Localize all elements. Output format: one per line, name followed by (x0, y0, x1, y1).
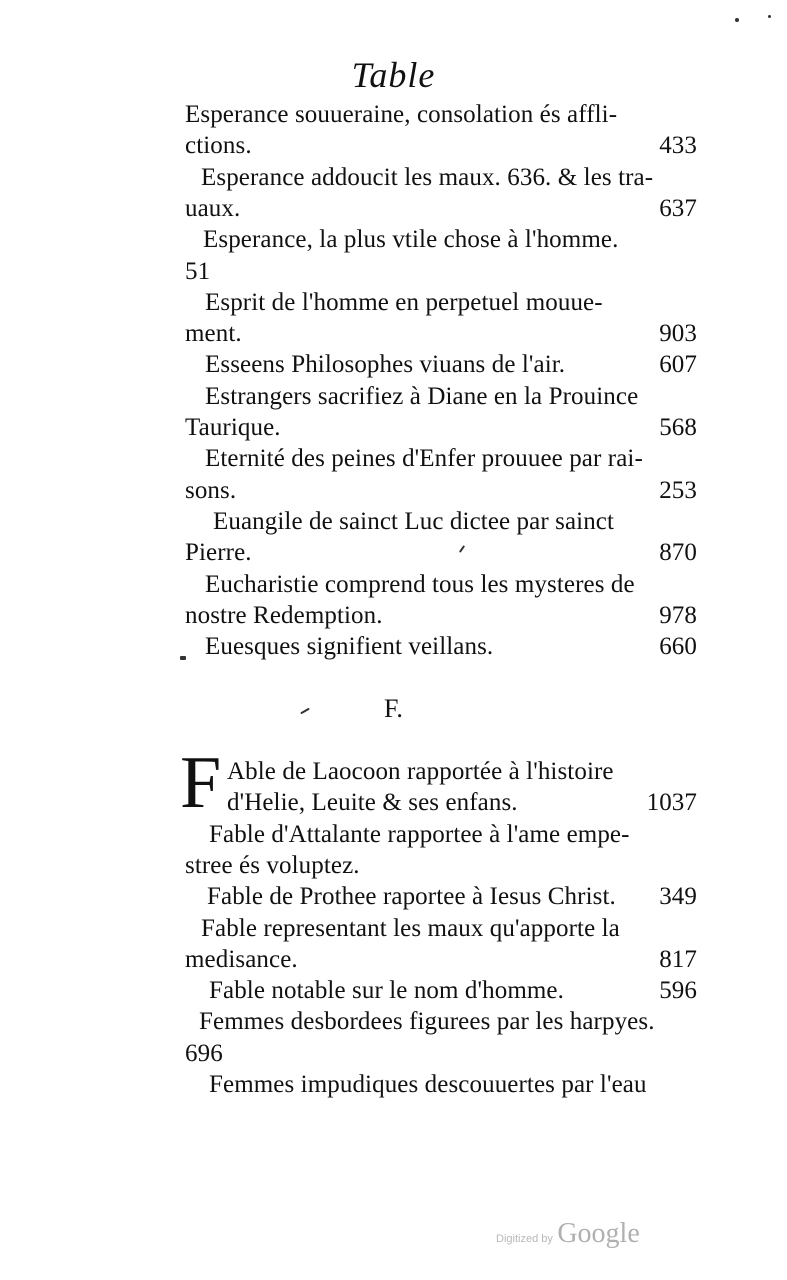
index-entry-line (185, 1007, 697, 1037)
index-entry-line (185, 851, 697, 881)
page-number: 253 (659, 476, 697, 504)
index-entry-line (185, 882, 697, 912)
index-entry-line (185, 225, 697, 255)
index-entry-line (185, 757, 697, 787)
entry-text: Fable d'Attalante rapportee à l'ame empe- (209, 820, 630, 848)
entry-text: 696 (185, 1039, 223, 1067)
index-entry-line (185, 194, 697, 224)
entry-text: Taurique. (185, 414, 281, 441)
index-entry-line (185, 319, 697, 349)
entry-text: Fable de Prothee raportee à Iesus Christ. (207, 883, 616, 911)
index-entry-line (185, 507, 697, 537)
entry-text: stree és voluptez. (185, 851, 360, 879)
entry-text: Esperance souueraine, consolation és affli- (185, 101, 618, 128)
scan-speck (735, 18, 739, 22)
scan-speck (768, 15, 771, 18)
index-entry-line (185, 632, 697, 662)
page-number: 568 (659, 414, 697, 441)
index-entry-line (185, 1039, 697, 1069)
page-number: 349 (659, 883, 697, 911)
page-number: 660 (659, 633, 697, 661)
page-number: 978 (659, 601, 697, 629)
entry-text: Estrangers sacrifiez à Diane en la Prouince (205, 382, 639, 410)
page-header-title: Table (351, 55, 436, 95)
page-number: 433 (659, 132, 697, 160)
index-entry-line (185, 914, 697, 944)
google-logo: Google (557, 1218, 640, 1249)
entry-text: Esseens Philosophes viuans de l'air. (205, 351, 566, 379)
index-entry-line (185, 945, 697, 975)
page-number: 870 (659, 539, 697, 567)
page-number: 1037 (646, 789, 697, 817)
entry-text: nostre Redemption. (185, 601, 383, 629)
index-entry-line (185, 1070, 697, 1100)
entry-text: sons. (185, 476, 237, 504)
page-number: 903 (659, 320, 697, 348)
entry-text: Femmes desbordees figurees par les harpyes. (199, 1008, 655, 1036)
index-entry-line (185, 788, 697, 818)
index-entry-line (185, 382, 697, 412)
entry-text: Pierre. (185, 539, 252, 567)
entry-text: d'Helie, Leuite & ses enfans. (227, 789, 518, 817)
entry-text: Eternité des peines d'Enfer prouuee par rai- (205, 445, 643, 473)
index-entry-line (185, 131, 697, 161)
index-entry-line (185, 976, 697, 1006)
entry-text: ment. (185, 320, 242, 348)
page-number: 817 (659, 945, 697, 973)
index-entry-line (185, 288, 697, 318)
index-entry-line (185, 100, 697, 130)
entry-text: Eucharistie comprend tous les mysteres de (205, 570, 635, 598)
index-entry-line (185, 413, 697, 443)
page-number: 607 (659, 351, 697, 379)
entry-text: Euangile de sainct Luc dictee par sainct (213, 507, 615, 535)
index-entry-line (185, 570, 697, 600)
entry-text: Euesques signifient veillans. (205, 633, 494, 661)
entry-text: Femmes impudiques descouuertes par l'eau (209, 1071, 647, 1098)
index-entry-line (185, 820, 697, 850)
page-number: 637 (659, 194, 697, 222)
scan-speck (180, 656, 186, 660)
index-entry-line (185, 476, 697, 506)
index-entry-line (185, 444, 697, 474)
page-number: 596 (659, 977, 697, 1005)
entry-text: Fable notable sur le nom d'homme. (209, 977, 564, 1005)
index-entry-line (185, 601, 697, 631)
index-entry-line (185, 163, 697, 193)
section-letter-f: F. (384, 694, 403, 723)
index-entry-line (185, 350, 697, 380)
digitized-watermark: Digitized by Google (496, 1218, 640, 1249)
entry-text: medisance. (185, 945, 298, 973)
entry-text: ctions. (185, 132, 252, 160)
entry-text: Able de Laocoon rapportée à l'histoire (227, 758, 614, 785)
entry-text: uaux. (185, 194, 241, 222)
entry-text: Esperance, la plus vtile chose à l'homme. (203, 226, 619, 254)
drop-cap: F (180, 742, 222, 824)
index-entry-line (185, 538, 697, 568)
index-entry-line (185, 257, 697, 287)
entry-text: Esperance addoucit les maux. 636. & les tra- (201, 163, 654, 191)
entry-text: Fable representant les maux qu'apporte la (201, 914, 620, 942)
entry-text: 51 (185, 257, 211, 285)
entry-text: Esprit de l'homme en perpetuel mouue- (205, 288, 603, 316)
